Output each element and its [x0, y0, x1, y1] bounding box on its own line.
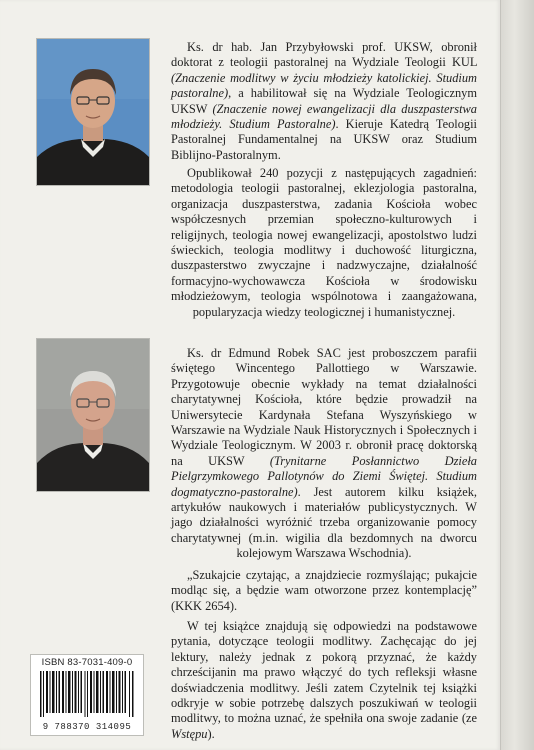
- isbn-barcode-box: [30, 654, 144, 736]
- catechism-quote: „Szukajcie czytając, a znajdziecie rozmyślając; pukajcie modląc się, a będzie wam otworzone przez kontemplację” (KKK 2654).: [171, 568, 477, 613]
- author1-bio: Ks. dr hab. Jan Przybyłowski prof. UKSW, obronił doktorat z teologii pastoralnej na Wydziale Teologii KUL (Znaczenie modlitwy w życiu młodzieży katolickiej. Studium pastoralne), a habilitował się na Wydziale Teologicznym UKSW (Znaczenie nowej ewangelizacji dla duszpasterstwa młodzieży. Studium Pastoralne). Kieruje Katedrą Teologii Pastoralnej Fundamentalnej na UKSW oraz Studium Biblijno-Pastoralnym.: [171, 40, 477, 162]
- isbn-number: ISBN 83-7031-409-0: [41, 657, 133, 668]
- author1-works: Opublikował 240 pozycji z następujących zagadnień: metodologia teologii pastoralnej, eklezjologia pastoralna, organizacja duszpasterstwa, zadania Kościoła wobec współczesnych przemian społeczno-kulturowych i religijnych, teologia nowej ewangelizacji, apostolstwo ludzi świeckich, teologia modlitwy i duchowość liturgiczna, duszpasterstwo zwyczajne i nadzwyczajne, działalność formacyjno-wychowawcza Kościoła w środowisku młodzieżowym, teologia wspólnotowa i zaangażowana, popularyzacja wiedzy teologicznej i humanistycznej.: [171, 166, 477, 319]
- barcode-icon: [38, 671, 136, 717]
- author2-photo: [36, 338, 150, 492]
- book-spine-edge: [500, 0, 534, 750]
- intro-excerpt: W tej książce znajdują się odpowiedzi na podstawowe pytania, dotyczące teologii modlitwy. Zachęcając do jej lektury, należy jednak z pokorą przyznać, że każdy chrześcijanin ma prawo włączyć do tych refleksji własne doświadczenia modlitwy. Jeśli zatem Czytelnik tej książki odkryje w sobie potrzebę dalszych poszukiwań w teologii modlitwy, to można uznać, że spełniła ona swoje zadanie (ze Wstępu).: [171, 619, 477, 741]
- ean-number: 9 788370 314095: [42, 722, 132, 732]
- author1-photo: [36, 38, 150, 186]
- author2-bio: Ks. dr Edmund Robek SAC jest proboszczem parafii świętego Wincentego Pallottiego w Warszawie. Przygotowuje obecnie wykłady na temat działalności charytatywnej Kościoła, które będzie prowadził na Uniwersytecie Kardynała Stefana Wyszyńskiego w Warszawie na Wydziale Nauk Historycznych i Społecznych i Wydziale Teologicznym. W 2003 r. obronił pracę doktorską na UKSW (Trynitarne Posłannictwo Dzieła Pielgrzymkowego Pallotynów do Ziemi Świętej. Studium dogmatyczno-pastoralne). Jest autorem kilku książek, artykułów naukowych i materiałów publicystycznych. W jago działalności wyróżnić trzeba organizowanie pomocy charytatywnej (m.in. wigilia dla bezdomnych na dworcu kolejowym Warszawa Wschodnia).: [171, 346, 477, 561]
